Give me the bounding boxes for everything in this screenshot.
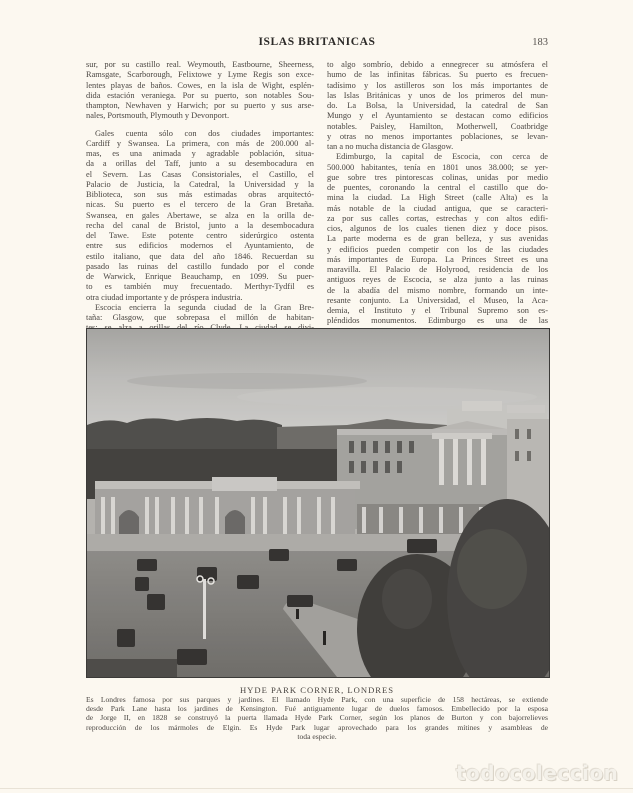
text-line: del Tawe. Este potente centro siderúrgico ostenta xyxy=(86,231,314,240)
text-line: mas, es una animada y agradable población, situa- xyxy=(86,149,314,158)
text-line: resante conjunto. La Universidad, el Museo, la Aca- xyxy=(327,295,548,305)
text-line: humo de las infinitas fábricas. Su puerto es frecuen- xyxy=(327,70,548,80)
paragraph-wales xyxy=(86,129,314,303)
watermark-logo: todocoleccion xyxy=(456,761,619,785)
text-line: y otras no menos importantes poblaciones, se levan- xyxy=(327,131,548,141)
text-line: otra ciudad importante y de próspera industria. xyxy=(86,292,243,302)
text-line: gue sobre tres pintorescas colinas, unidas por medio xyxy=(327,172,548,182)
text-line: tadísimo y los astilleros son los más importantes de xyxy=(327,80,548,90)
text-line: notables. Paisley, Hamilton, Motherwell, Coatbridge xyxy=(327,121,548,131)
text-line: de puentes, coronando la central el castillo que do- xyxy=(327,183,548,192)
text-line: estilo italiano, que data del año 1846. Recuerdan su xyxy=(86,251,314,261)
text-line: pasado las ruinas del castillo fundado por el conde xyxy=(86,261,314,271)
text-line: taña: Glasgow, que sobrepasa el millón de habitan- xyxy=(86,313,314,322)
text-line: entre sus edificios modernos el Ayuntamiento, de xyxy=(86,241,314,251)
text-line: 500.000 habitantes, tenía en 1801 unos 38.000; se yer- xyxy=(327,162,548,172)
text-line: recha del canal de Bristol, junto a la desembocadura xyxy=(86,220,314,230)
text-line: pléndidos monumentos. Edimburgo es una de las xyxy=(327,316,548,326)
text-line: más importantes de Europa. La Princes Street es una xyxy=(327,254,548,264)
photo-illustration xyxy=(87,329,549,677)
text-line: Gales cuenta sólo con dos ciudades importantes: xyxy=(95,128,314,138)
caption-line: de Jorge II, en 1828 se construyó la puerta llamada Hyde Park Corner, según los planos de Burton y con bajorrelieves xyxy=(86,713,548,723)
text-line: el Severn. Las Casas Consistoriales, el Castillo, el xyxy=(86,169,314,179)
photo-caption-body xyxy=(86,695,548,741)
text-line: za por sus calles cortas, estrechas y con altos edifi- xyxy=(327,213,548,223)
paragraph-edinburgh xyxy=(327,152,548,357)
text-line: La parte moderna es de gran belleza, y sus avenidas xyxy=(327,234,548,244)
page-number: 183 xyxy=(532,37,548,48)
text-line: Biblioteca, son sus más estimadas obras arquitectó- xyxy=(86,190,314,199)
caption-line: Es Londres famosa por sus parques y jardines. El llamado Hyde Park, con una superficie de 158 hectáreas, se extiende xyxy=(86,695,548,704)
hyde-park-corner-photo xyxy=(86,328,550,678)
text-column-right xyxy=(327,60,548,357)
text-line: Cardiff y Swansea. La primera, con más de 200.000 al- xyxy=(86,138,314,148)
text-line: Escocia encierra la segunda ciudad de la Gran Bre- xyxy=(95,302,314,312)
text-line: Mungo y el Ayuntamiento se destacan como edificios xyxy=(327,111,548,121)
text-line: lentes playas de baños. Cowes, en la isla de Wight, esplén- xyxy=(86,80,314,90)
page-edge-rule xyxy=(0,788,633,789)
text-line: da a orillas del Taff, junto a su desembocadura en xyxy=(86,159,314,169)
text-line: las Islas Británicas y unos de los primeros del mun- xyxy=(327,90,548,100)
running-title: ISLAS BRITANICAS xyxy=(258,36,376,48)
text-line: nicas. Su puerto es el tercero de la Gran Bretaña. xyxy=(86,200,314,210)
text-line: demia, el Instituto y el Tribunal Supremo son es- xyxy=(327,306,548,315)
text-line: to algo sombrío, debido a ennegrecer su atmósfera el xyxy=(327,60,548,69)
text-line: Ramsgate, Scarborough, Felixtowe y Lyme Regis son exce- xyxy=(86,70,314,80)
text-line: dida estación veraniega. Por su puerto, son notables Sou- xyxy=(86,90,314,100)
paragraph-southern-england xyxy=(86,60,314,122)
text-line: Palacio de Justicia, la Catedral, la Universidad y la xyxy=(86,179,314,189)
text-line: thampton, Newhaven y Harwich; por su puerto y sus arse- xyxy=(86,101,314,110)
text-line: sur, por su castillo real. Weymouth, Eastbourne, Sheerness, xyxy=(86,60,314,69)
text-line: antiguos reyes de Escocia, se alza junto a las ruinas xyxy=(327,275,548,285)
text-line: cios, algunos de los cuales tienen diez y doce pisos. xyxy=(327,224,548,233)
text-line: más notable de la ciudad antigua, que se caracteri- xyxy=(327,203,548,213)
text-line: Edimburgo, la capital de Escocia, con cerca de xyxy=(336,152,548,162)
text-line: do. La Bolsa, la Universidad, la catedral de San xyxy=(327,101,548,110)
caption-line: desde Park Lane hasta los jardines de Kensington. Fué antiguamente lugar de duelos famosos. Embellecido por la esposa xyxy=(86,704,548,714)
text-line: de la abadía del mismo nombre, formando un inte- xyxy=(327,285,548,295)
text-line: nales, Portsmouth, Plymouth y Devonport. xyxy=(86,111,230,121)
text-line: maravilla. El Palacio de Holyrood, residencia de los xyxy=(327,265,548,274)
text-line: de Warwick, Enrique Beauchamp, en 1099. Su puer- xyxy=(86,272,314,281)
text-line: y edificios pueden competir con los de las ciudades xyxy=(327,244,548,254)
caption-line: toda especie. xyxy=(297,731,337,741)
caption-line: reproducción de los mármoles de Elgin. Es Hyde Park lugar aprovechado para los grandes mítines y asambleas de xyxy=(86,722,548,732)
photo-caption-title: HYDE PARK CORNER, LONDRES xyxy=(239,685,395,695)
text-line: Swansea, en gales Abertawe, se alza en la orilla de- xyxy=(86,210,314,220)
text-line: to es también muy frecuentado. Merthyr-Tydfil es xyxy=(86,282,314,292)
paragraph-glasgow-continued xyxy=(327,60,548,152)
text-line: tan a no mucha distancia de Glasgow. xyxy=(327,142,454,151)
text-line: mina la ciudad. La High Street (calle Alta) es la xyxy=(327,193,548,203)
page-header xyxy=(86,36,548,52)
